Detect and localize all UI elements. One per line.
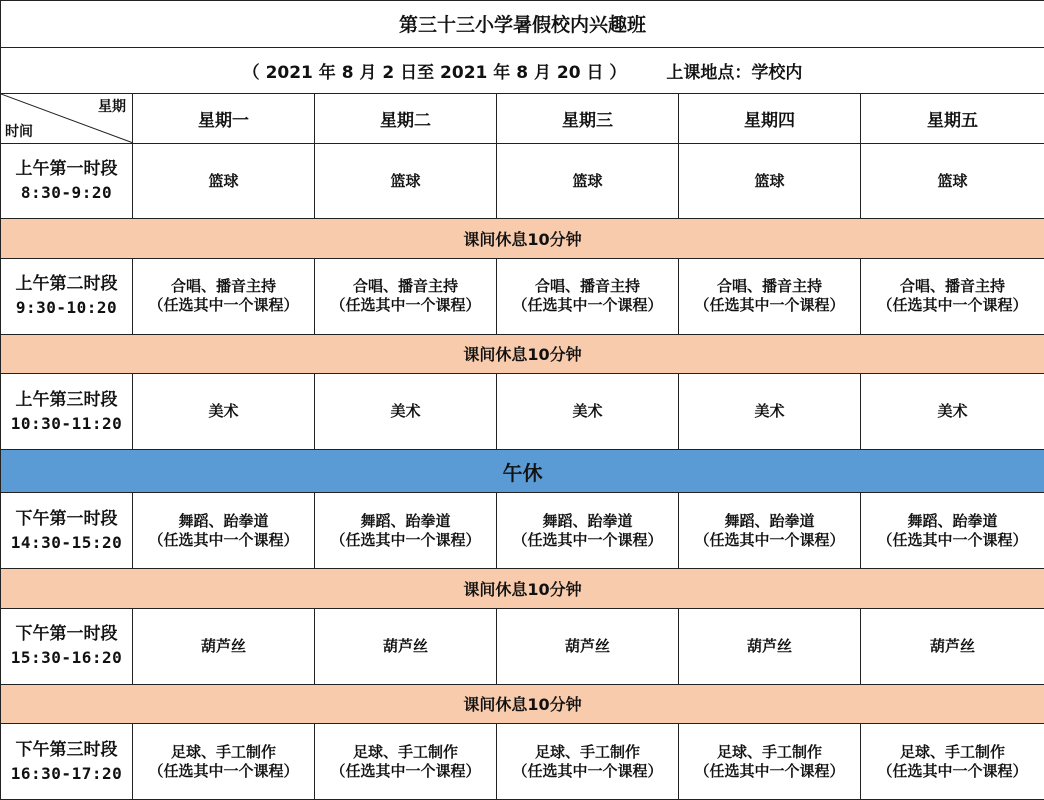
course-note: （任选其中一个课程）	[512, 296, 663, 315]
day-header: 星期三	[497, 94, 679, 144]
course-name: 篮球	[754, 171, 785, 190]
period-time: 15:30-16:20	[10, 648, 123, 668]
course-cell	[133, 374, 315, 450]
subtitle-row	[1, 47, 1044, 94]
day-header: 星期五	[861, 94, 1044, 144]
course-cell	[861, 258, 1044, 334]
period-time-cell	[1, 608, 133, 684]
period-name: 上午第一时段	[15, 159, 118, 179]
period-row	[1, 724, 1044, 800]
course-cell	[679, 724, 861, 800]
course-note: （任选其中一个课程）	[877, 530, 1028, 549]
course-cell	[133, 608, 315, 684]
course-name: 足球、手工制作	[716, 742, 822, 761]
course-cell	[315, 493, 497, 569]
course-name: 舞蹈、跆拳道	[360, 511, 451, 530]
course-name: 篮球	[937, 171, 968, 190]
period-row	[1, 608, 1044, 684]
period-row	[1, 493, 1044, 569]
period-name: 下午第一时段	[15, 508, 118, 529]
header-row	[1, 94, 1044, 144]
course-name: 美术	[390, 402, 421, 421]
course-name: 美术	[754, 402, 785, 421]
course-name: 足球、手工制作	[170, 742, 276, 761]
break-label: 课间休息10分钟	[1, 684, 1044, 723]
course-name: 美术	[937, 402, 968, 421]
corner-time-label: 时间	[5, 123, 33, 140]
course-cell	[861, 493, 1044, 569]
course-name: 足球、手工制作	[900, 742, 1006, 761]
break-label: 课间休息10分钟	[1, 219, 1044, 258]
course-note: （任选其中一个课程）	[330, 530, 481, 549]
course-note: （任选其中一个课程）	[694, 530, 845, 549]
course-cell	[679, 608, 861, 684]
course-cell	[497, 143, 679, 219]
course-cell	[133, 724, 315, 800]
course-cell	[133, 143, 315, 219]
course-name: 美术	[208, 402, 239, 421]
lunch-row	[1, 449, 1044, 492]
course-cell	[861, 143, 1044, 219]
course-name: 合唱、播音主持	[900, 277, 1006, 296]
course-cell	[497, 258, 679, 334]
course-cell	[679, 374, 861, 450]
period-name: 上午第三时段	[15, 389, 118, 410]
break-row	[1, 219, 1044, 258]
course-name: 舞蹈、跆拳道	[724, 511, 815, 530]
course-name: 葫芦丝	[746, 636, 792, 655]
course-name: 足球、手工制作	[534, 742, 640, 761]
period-time-cell	[1, 374, 133, 450]
course-cell	[497, 724, 679, 800]
break-row	[1, 569, 1044, 608]
course-cell	[133, 493, 315, 569]
course-note: （任选其中一个课程）	[512, 761, 663, 780]
course-name: 合唱、播音主持	[534, 277, 640, 296]
course-name: 葫芦丝	[930, 636, 976, 655]
period-time: 14:30-15:20	[10, 532, 123, 552]
course-note: （任选其中一个课程）	[148, 530, 299, 549]
course-name: 美术	[572, 402, 603, 421]
period-time-cell	[1, 724, 133, 800]
course-cell	[679, 143, 861, 219]
day-header: 星期四	[679, 94, 861, 144]
period-time-cell	[1, 258, 133, 334]
course-cell	[861, 608, 1044, 684]
course-cell	[497, 374, 679, 450]
course-note: （任选其中一个课程）	[694, 761, 845, 780]
course-cell	[861, 724, 1044, 800]
course-note: （任选其中一个课程）	[512, 530, 663, 549]
course-name: 葫芦丝	[382, 636, 428, 655]
day-header: 星期一	[133, 94, 315, 144]
period-name: 上午第二时段	[15, 274, 118, 295]
period-row	[1, 143, 1044, 219]
course-note: （任选其中一个课程）	[877, 296, 1028, 315]
course-note: （任选其中一个课程）	[148, 761, 299, 780]
day-header: 星期二	[315, 94, 497, 144]
course-note: （任选其中一个课程）	[148, 296, 299, 315]
title-row	[1, 1, 1044, 48]
course-note: （任选其中一个课程）	[330, 296, 481, 315]
period-time-cell	[1, 493, 133, 569]
course-name: 足球、手工制作	[352, 742, 458, 761]
break-label: 课间休息10分钟	[1, 569, 1044, 608]
period-time: 9:30-10:20	[15, 298, 118, 318]
period-row	[1, 374, 1044, 450]
course-name: 舞蹈、跆拳道	[542, 511, 633, 530]
course-name: 舞蹈、跆拳道	[907, 511, 998, 530]
period-time: 10:30-11:20	[10, 413, 123, 433]
course-name: 合唱、播音主持	[170, 277, 276, 296]
course-cell	[497, 608, 679, 684]
course-cell	[315, 724, 497, 800]
course-cell	[679, 493, 861, 569]
location: 上课地点：学校内	[666, 62, 803, 83]
course-cell	[861, 374, 1044, 450]
period-time: 16:30-17:20	[10, 763, 123, 783]
period-time-cell	[1, 143, 133, 219]
course-cell	[315, 258, 497, 334]
course-name: 篮球	[390, 171, 421, 190]
course-cell	[315, 608, 497, 684]
course-note: （任选其中一个课程）	[694, 296, 845, 315]
period-name: 下午第三时段	[15, 739, 118, 760]
course-cell	[315, 374, 497, 450]
course-name: 合唱、播音主持	[352, 277, 458, 296]
period-name: 下午第一时段	[15, 624, 118, 645]
course-note: （任选其中一个课程）	[877, 761, 1028, 780]
break-row	[1, 684, 1044, 723]
course-name: 葫芦丝	[200, 636, 246, 655]
course-cell	[133, 258, 315, 334]
corner-header-cell	[1, 94, 133, 144]
course-note: （任选其中一个课程）	[330, 761, 481, 780]
break-label: 课间休息10分钟	[1, 334, 1044, 373]
subtitle	[1, 47, 1044, 94]
course-name: 篮球	[572, 171, 603, 190]
page-title: 第三十三小学暑假校内兴趣班	[1, 1, 1044, 48]
course-name: 合唱、播音主持	[716, 277, 822, 296]
course-name: 篮球	[208, 171, 239, 190]
period-row	[1, 258, 1044, 334]
lunch-label: 午休	[1, 449, 1044, 492]
course-cell	[679, 258, 861, 334]
corner-weekday-label: 星期	[98, 99, 126, 116]
course-cell	[315, 143, 497, 219]
break-row	[1, 334, 1044, 373]
course-name: 葫芦丝	[564, 636, 610, 655]
date-range: （ 2021 年 8 月 2 日至 2021 年 8 月 20 日 ）	[242, 62, 627, 83]
course-cell	[497, 493, 679, 569]
period-time: 8:30-9:20	[20, 183, 113, 202]
course-name: 舞蹈、跆拳道	[178, 511, 269, 530]
